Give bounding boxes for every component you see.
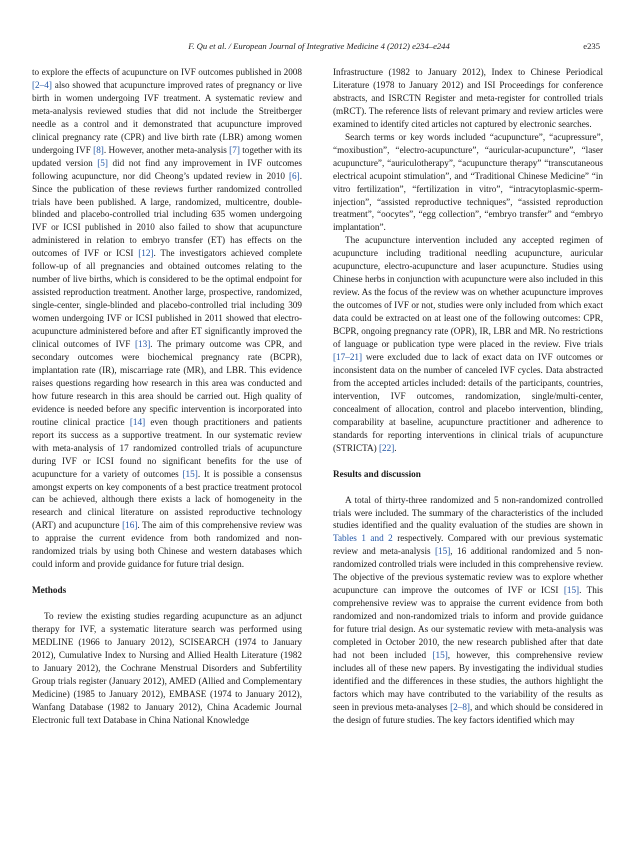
citation-link[interactable]: [12] — [138, 248, 154, 259]
citation-link[interactable]: [15] — [432, 649, 448, 660]
results-heading: Results and discussion — [333, 468, 421, 479]
tables-link[interactable]: Tables 1 and 2 — [333, 533, 393, 544]
journal-citation: F. Qu et al. / European Journal of Integrative Medicine 4 (2012) e234–e244 — [188, 41, 450, 51]
citation-link[interactable]: [14] — [129, 416, 146, 427]
citation-link[interactable]: [7] — [229, 144, 240, 155]
page-number: e235 — [583, 41, 600, 51]
citation-link[interactable]: [8] — [93, 144, 104, 155]
citation-link[interactable]: [15] — [434, 546, 451, 557]
intervention-paragraph: The acupuncture intervention included any accepted regimen of acupuncture including traditional needling acupuncture, auricular acupuncture, electro-acupuncture and laser acupuncture. Studies using Chinese herbs in conjunction with acupuncture were also included in this review. As the focus of the review was on whether acupuncture improves the outcomes of IVF or not, studies were only included from which exact data could be extracted on at least one of the following outcomes: CPR, BCPR, ongoing pregnancy rate (OPR), IR, LBR and MR. No restrictions of language or publication type were placed in the review. Five trials [17–21] were excluded due to lack of exact data on IVF outcomes or inconsistent data on the number of canceled IVF cycles. Data abstracted from the accepted articles included: details of the participants, countries, intervention, IVF outcomes, randomization, single/multi-center, concealment of allocation, control and placebo intervention, blinding, comparability at baseline, acupuncture practitioner and adherence to standards for reporting interventions in clinical trials of acupuncture (STRICTA) [22]. — [333, 235, 603, 453]
results-paragraph: A total of thirty-three randomized and 5 non-randomized controlled trials were included. The summary of the characteristics of the included studies identified and the quality evaluation of the studies are shown in Tables 1 and 2 respectively. Compared with our previous systematic review and meta-analysis [15], 16 additional randomized and 5 non-randomized controlled trials were included in this comprehensive review. The objective of the previous systematic review was to explore whether acupuncture can improve the outcomes of IVF or ICSI [15]. This comprehensive review was to appraise the current evidence from both randomized and non-randomized trials to inform and provide guidance for future trial design. As our systematic review with meta-analysis was completed in October 2010, the new research published after that date had not been included [15], however, this comprehensive review includes all of these new papers. By investigating the individual studies identified and the differences in these studies, the authors highlight the factors which may have contributed to the variability of the results as seen in previous meta-analyses [2–8], and which should be considered in the design of future studies. The key factors identified which may — [333, 494, 603, 725]
citation-link[interactable]: [6] — [288, 170, 300, 181]
left-column — [32, 66, 302, 727]
citation-link[interactable]: [2–4] — [32, 79, 52, 90]
citation-link[interactable]: [2–8] — [450, 701, 470, 712]
citation-link[interactable]: [17–21] — [333, 351, 363, 362]
intro-paragraph: to explore the effects of acupuncture on IVF outcomes published in 2008 [2–4] also showed that acupuncture improved rates of pregnancy or live birth in women undergoing IVF treatment. A systematic review and meta-analysis reviewed studies that did not include the Streitberger needle as a control and it demonstrated that acupuncture improved clinical pregnancy rate (CPR) and live birth rate (LBR) among women undergoing IVF [8]. However, another meta-analysis [7] together with its updated version [5] did not find any improvement in IVF outcomes following acupuncture, nor did Cheong’s updated review in 2010 [6]. Since the publication of these reviews further randomized controlled trials have been published. A large, randomized, multicentre, double-blinded and placebo-controlled trial including 635 women undergoing IVF or ICSI published in 2010 also failed to show that acupuncture administered in relation to embryo transfer (ET) has effects on the outcomes of IVF or ICSI [12]. The investigators achieved complete follow-up of all pregnancies and obtained outcomes relating to the number of live births, which is considered to be the optimal endpoint for assisted reproduction treatment. Another large, prospective, randomized, single-center, single-blinded and placebo-controlled trial including 309 women undergoing IVF or ICSI published in 2011 showed that electro-acupuncture administered before and after ET significantly improved the clinical outcomes of IVF [13]. The primary outcome was CPR, and secondary outcomes were biochemical pregnancy rate (BCPR), implantation rate (IR), miscarriage rate (MR), and LBR. This evidence raises questions regarding how research in this area was conducted and how future research in this area should be carried out. High quality of evidence is needed before any specific intervention is incorporated into routine clinical practice [14] even though practitioners and patients report its success as a supportive treatment. In our systematic review with meta-analysis of 17 randomized controlled trials of acupuncture during IVF or ICSI found no significant benefits for the use of acupuncture for a variety of outcomes [15]. It is possible a consensus amongst experts on key components of a best practice treatment protocol can be achieved, although there exists a lack of homogeneity in the research and clinical literature on assisted reproductive technology (ART) and acupuncture [16]. The aim of this comprehensive review was to appraise the current evidence from both randomized and non-randomized trials by using both Chinese and western databases which could inform and provide guidance for future trial design. — [32, 67, 303, 570]
methods-heading: Methods — [32, 585, 67, 596]
citation-link[interactable]: [15] — [182, 468, 198, 479]
citation-link[interactable]: [15] — [563, 585, 580, 596]
databases-paragraph: Infrastructure (1982 to January 2012), Index to Chinese Periodical Literature (1978 to January 2012) and ISI Proceedings for conference abstracts, and ISRCTN Register and meta-register for controlled trials (mRCT). The reference lists of relevant primary and review articles were examined to identify cited articles not captured by electronic searches. — [333, 67, 603, 129]
citation-link[interactable]: [22] — [378, 442, 395, 453]
right-column — [333, 66, 603, 727]
citation-link[interactable]: [13] — [134, 339, 151, 350]
methods-paragraph: To review the existing studies regarding acupuncture as an adjunct therapy for IVF, a systematic literature search was performed using MEDLINE (1966 to January 2012), SCISEARCH (1974 to January 2012), Cumulative Index to Nursing and Allied Health Literature (1982 to January 2012), the Cochrane Menstrual Disorders and Subfertility Group trials register (January 2012), AMED (Allied and Complementary Medicine) (1985 to January 2012), EMBASE (1974 to January 2012), Wanfang Database (1982 to January 2012), China Academic Journal Electronic full text Database in China National Knowledge — [32, 611, 302, 725]
search-terms-paragraph: Search terms or key words included “acupuncture”, “acupressure”, “moxibustion”, “electro-acupuncture”, “auricular-acupuncture”, “laser acupuncture”, “auriculotherapy”, “acupuncture therapy” “transcutaneous electrical acupoint stimulation”, and “Traditional Chinese Medicine” “in vitro fertilization”, “fertilization in vitro”, “intracytoplasmic-sperm-injection”, “assisted reproductive techniques”, “assisted reproduction treatment”, “oocytes”, “egg collection”, “embryo transfer” and “embryo implantation”. — [333, 131, 603, 233]
citation-link[interactable]: [5] — [97, 157, 108, 168]
citation-link[interactable]: [16] — [122, 520, 138, 531]
